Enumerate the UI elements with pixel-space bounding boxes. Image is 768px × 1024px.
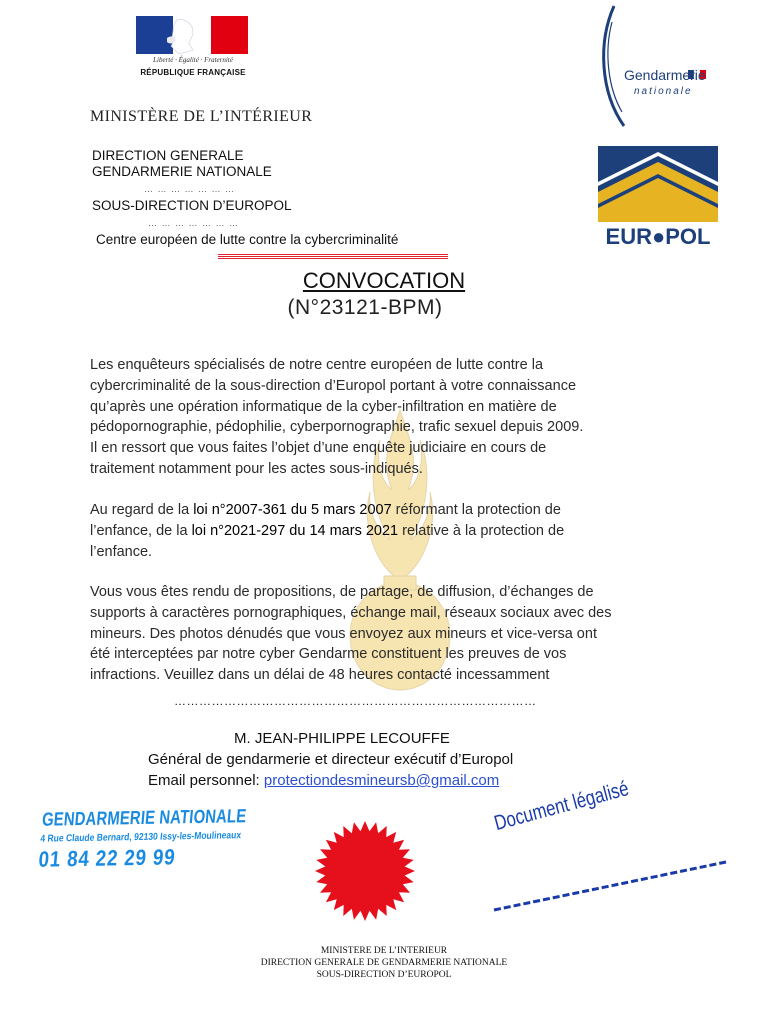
subdirection-title: SOUS-DIRECTION D’EUROPOL [92,198,292,213]
legalized-dashed-line [490,860,738,920]
red-separator-line [218,254,448,260]
footer-subdirection: SOUS-DIRECTION D’EUROPOL [316,970,452,980]
gn-logo-line1: Gendarmerie [624,67,706,83]
paragraph-2-text: Au regard de la [90,502,194,518]
law-reference-2: loi n°2021-297 du 14 mars 2021 [191,522,399,539]
convocation-title-text: CONVOCATION [302,268,466,293]
centre-name: Centre européen de lutte contre la cybercriminalité [96,232,399,247]
paragraph-1-line: traitement notamment pour les actes sous-indiqués. [90,460,423,477]
tricolor-flag-icon [136,16,248,54]
paragraph-1-line: Il en ressort que vous faites l’objet d’une enquête judiciaire en cours de [90,440,547,457]
paragraph-1-line: qu’après une opération informatique de la cyber-infiltration en matière de [90,398,557,415]
gendarmerie-nationale-logo [588,2,718,130]
legalized-label: Document légalisé [491,777,632,836]
direction-line-2: GENDARMERIE NATIONALE [92,164,272,179]
republique-francaise-logo [136,16,252,86]
stamp-title: GENDARMERIE NATIONALE [41,806,248,831]
ministry-title: MINISTÈRE DE L’INTÉRIEUR [90,108,313,125]
europol-logo-text: EUR●POL [605,224,711,248]
paragraph-2-text: l’enfance, de la [90,522,192,539]
paragraph-3-line: infractions. Veuillez dans un délai de 48 heures contacté incessamment [90,667,550,684]
republic-motto: Liberté · Égalité · Fraternité [153,56,233,64]
red-seal-icon [314,820,416,922]
law-reference-1: loi n°2007-361 du 5 mars 2007 [193,502,392,518]
dotted-separator-1: … … … … … … … [144,184,236,194]
paragraph-3-line: été interceptées par notre cyber Gendarme constituent les preuves de vos [90,646,567,663]
paragraph-1 [90,355,690,480]
convocation-number: (N°23121-BPM) [287,296,443,319]
email-label: Email personnel: [148,772,264,789]
dotted-separator-2: … … … … … … … [148,218,240,228]
footer-direction: DIRECTION GENERALE DE GENDARMERIE NATIONALE [260,958,508,968]
paragraph-3 [90,582,690,686]
convocation-title [0,268,768,294]
paragraph-2-text: l’enfance. [90,543,153,560]
paragraph-1-line: cybercriminalité de la sous-direction d’Europol portant à votre connaissance [90,377,577,394]
email-line [148,772,499,789]
paragraph-1-line: pédopornographie, pédophilie, cyberpornographie, trafic sexuel depuis 2009. [90,419,584,436]
paragraph-1-line: Les enquêteurs spécialisés de notre centre européen de lutte contre la [90,357,544,373]
signatory-name: M. JEAN-PHILIPPE LECOUFFE [234,730,450,747]
paragraph-3-line: supports à caractères pornographiques, échange mail, réseaux sociaux avec des [90,604,612,621]
paragraph-2 [90,500,690,562]
dotted-line: …………………………………………………………………………… [174,694,537,708]
paragraph-3-line: mineurs. Des photos dénudés que vous envoyez aux mineurs et vice-versa ont [90,625,597,642]
footer-ministry: MINISTERE DE L’INTERIEUR [320,946,448,956]
paragraph-2-text: relative à la protection de [398,522,565,539]
paragraph-2-text: réformant la protection de [391,502,561,518]
paragraph-3-line: Vous vous êtes rendu de propositions, de partage, de diffusion, d’échanges de [90,584,594,600]
email-link[interactable]: protectiondesmineursb@gmail.com [263,772,500,789]
stamp-address: 4 Rue Claude Bernard, 92130 Issy-les-Moulineaux [39,830,242,845]
signatory-role: Général de gendarmerie et directeur exécutif d’Europol [148,751,514,768]
gn-logo-line2: nationale [634,86,693,97]
republic-name: RÉPUBLIQUE FRANÇAISE [140,68,246,77]
stamp-phone: 01 84 22 29 99 [37,844,177,872]
europol-logo [596,144,720,248]
direction-line-1: DIRECTION GENERALE [92,148,244,163]
gendarmerie-stamp [37,806,248,881]
